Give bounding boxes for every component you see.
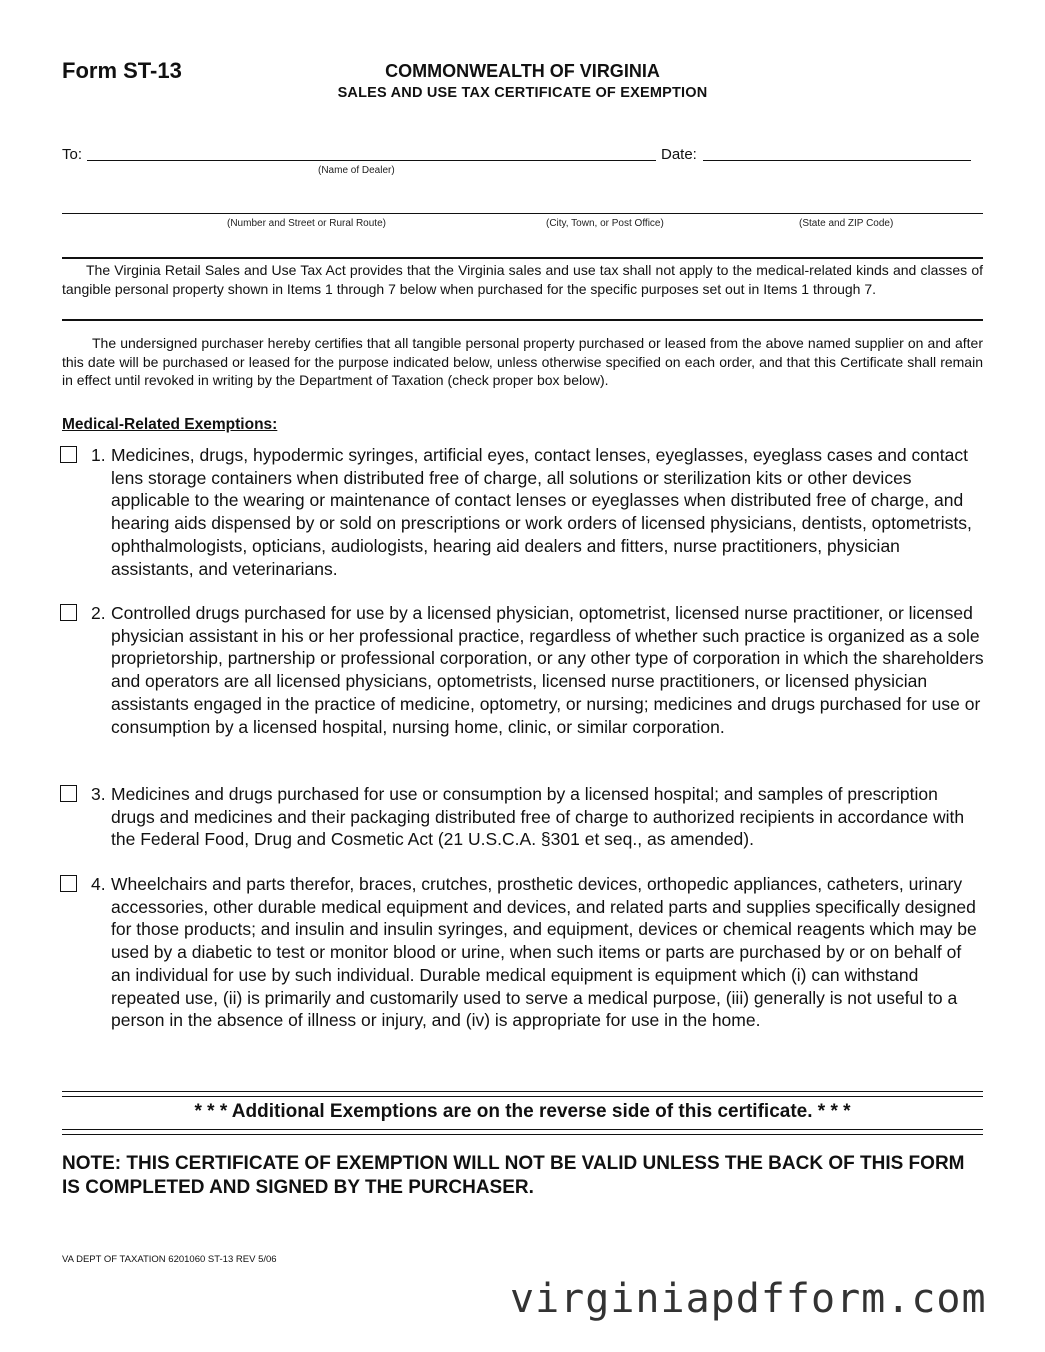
address-field[interactable] (62, 213, 983, 214)
item-text: Medicines, drugs, hypodermic syringes, artificial eyes, contact lenses, eyeglasses, eyeglass cases and contact lens storage containers when distributed free of charge, all solutions or sterilization kits or other devices applicable to the wearing or maintenance of contact lenses or eyeglasses when distributed free of charge, and hearing aids dispensed by or sold on prescriptions or work orders of licensed physicians, dentists, optometrists, ophthalmologists, opticians, audiologists, hearing aid dealers and fitters, nurse practitioners, physician assistants, and veterinarians. (111, 445, 972, 579)
to-label: To: (62, 146, 83, 163)
state-zip-caption: (State and ZIP Code) (799, 218, 894, 229)
item-2-checkbox[interactable] (60, 604, 77, 621)
form-footer: VA DEPT OF TAXATION 6201060 ST-13 REV 5/06 (62, 1254, 277, 1265)
page-title: COMMONWEALTH OF VIRGINIA (385, 61, 660, 81)
item-1-checkbox[interactable] (60, 446, 77, 463)
section-heading: Medical-Related Exemptions: (62, 416, 278, 433)
item-3-checkbox[interactable] (60, 785, 77, 802)
date-label: Date: (661, 146, 697, 163)
item-number: 4. (91, 874, 106, 894)
date-field[interactable] (703, 160, 971, 161)
page-subtitle: SALES AND USE TAX CERTIFICATE OF EXEMPTION (337, 85, 708, 101)
city-caption: (City, Town, or Post Office) (546, 218, 664, 229)
item-4-checkbox[interactable] (60, 875, 77, 892)
item-number: 3. (91, 784, 106, 804)
divider (62, 1096, 983, 1097)
item-text: Controlled drugs purchased for use by a licensed physician, optometrist, licensed nurse practitioner, or licensed physician assistant in his or her professional practice, regardless of whether such practice is organized as a sole proprietorship, partnership or professional corporation, or any other type of corporation in which the shareholders and operators are all licensed physicians, optometrists, licensed nurse practitioners, or licensed physician assistants engaged in the practice of medicine, optometry, or nursing; medicines and drugs purchased for use or consumption by a licensed hospital, nursing home, clinic, or similar corporation. (111, 603, 984, 737)
divider (62, 1129, 983, 1130)
dealer-name-field[interactable] (87, 160, 656, 161)
watermark: virginiapdfform.com (510, 1276, 987, 1322)
divider (62, 257, 983, 259)
divider (62, 319, 983, 321)
certify-paragraph: The undersigned purchaser hereby certifies that all tangible personal property purchased or leased from the above named supplier on and after this date will be purchased or leased for the purpose indicated below, unless otherwise specified on each order, and that this Certificate shall remain in effect until revoked in writing by the Department of Taxation (check proper box below). (62, 335, 983, 388)
form-id: Form ST-13 (62, 58, 182, 83)
intro-paragraph: The Virginia Retail Sales and Use Tax Act provides that the Virginia sales and use tax shall not apply to the medical-related kinds and classes of tangible personal property shown in Items 1 through 7 below when purchased for the specific purposes set out in Items 1 through 7. (62, 262, 983, 297)
item-text: Medicines and drugs purchased for use or consumption by a licensed hospital; and samples of prescription drugs and medicines and their packaging distributed free of charge to authorized recipients in accordance with the Federal Food, Drug and Cosmetic Act (21 U.S.C.A. §301 et seq., as amended). (111, 784, 965, 850)
item-number: 1. (91, 445, 106, 465)
divider (62, 1134, 983, 1135)
dealer-name-caption: (Name of Dealer) (318, 165, 395, 176)
additional-exemptions-banner: * * * Additional Exemptions are on the reverse side of this certificate. * * * (194, 1101, 851, 1122)
divider (62, 1091, 983, 1092)
street-caption: (Number and Street or Rural Route) (227, 218, 386, 229)
validity-note: NOTE: THIS CERTIFICATE OF EXEMPTION WILL NOT BE VALID UNLESS THE BACK OF THIS FORM IS COMPLETED AND SIGNED BY THE PURCHASER. (62, 1153, 965, 1198)
item-text: Wheelchairs and parts therefor, braces, crutches, prosthetic devices, orthopedic appliances, catheters, urinary accessories, other durable medical equipment and devices, and related parts and supplies specifically designed for those products; and insulin and insulin syringes, and equipment, devices or chemical reagents which may be used by a diabetic to test or monitor blood or urine, when such items or parts are purchased by or on behalf of an individual for use by such individual. Durable medical equipment is equipment which (i) can withstand repeated use, (ii) is primarily and customarily used to serve a medical purpose, (iii) generally is not useful to a person in the absence of illness or injury, and (iv) is appropriate for use in the home. (111, 874, 977, 1031)
item-number: 2. (91, 603, 106, 623)
